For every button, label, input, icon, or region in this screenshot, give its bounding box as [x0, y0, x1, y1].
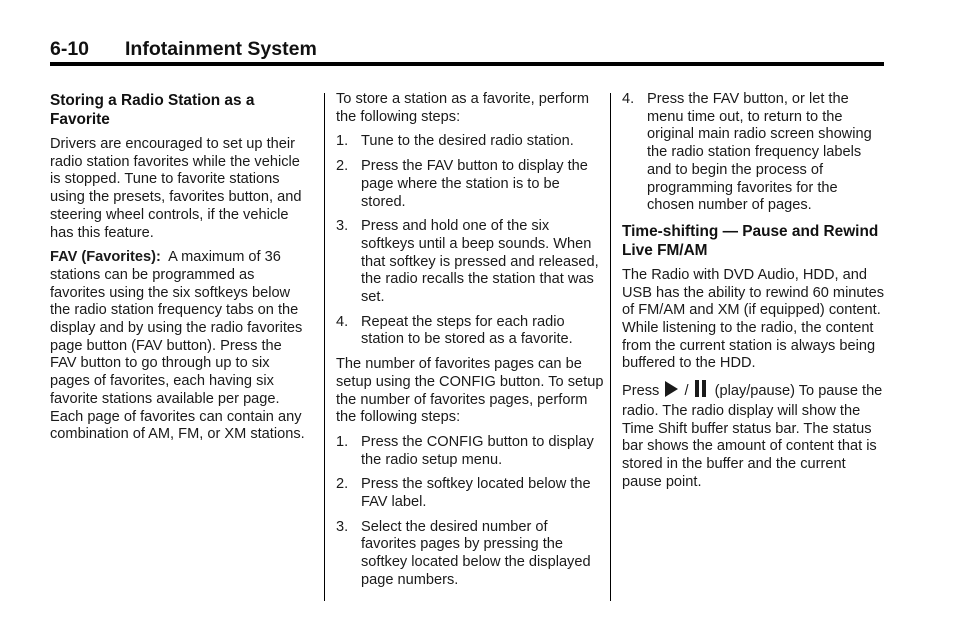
list-item: [336, 519, 604, 590]
step-number: 1.: [336, 133, 349, 150]
slash: /: [684, 383, 689, 400]
pause-icon: [695, 380, 709, 403]
play-pause-text: (play/pause) To pause the radio. The radio display will show the Time Shift buffer status bar. The status bar shows the amount of content that is stored in the buffer and the current pause point.: [622, 383, 883, 490]
step-text: Select the desired number of favorites pages by pressing the softkey located below the displayed page numbers.: [361, 518, 591, 588]
step-number: 3.: [336, 218, 349, 235]
intro-paragraph: Drivers are encouraged to set up their radio station favorites while the vehicle is stopped. Tune to favorite stations using the presets, favorites button, and steering wheel controls, if the vehicle has this feature.: [50, 136, 302, 241]
column-3: [622, 91, 887, 498]
step-text: Press and hold one of the six softkeys until a beep sounds. When that softkey is pressed and released, the radio recalls the station that was set.: [361, 218, 599, 306]
config-steps-list: [336, 434, 604, 590]
store-intro: To store a station as a favorite, perform the following steps:: [336, 91, 590, 125]
list-item: [336, 434, 604, 469]
step-number: 2.: [336, 158, 349, 175]
step-text: Tune to the desired radio station.: [361, 133, 574, 150]
section-heading: Time-shifting — Pause and Rewind Live FM/AM: [622, 222, 879, 259]
header-rule: [50, 62, 884, 66]
step-number: 2.: [336, 476, 349, 493]
timeshift-paragraph: The Radio with DVD Audio, HDD, and USB has the ability to rewind 60 minutes of FM/AM and XM (if equipped) content. While listening to the radio, the content from the current station is always being buffered to the HDD.: [622, 266, 885, 372]
step-number: 4.: [336, 313, 349, 330]
section-title: Infotainment System: [125, 38, 317, 60]
step-text: Repeat the steps for each radio station to be stored as a favorite.: [361, 313, 573, 348]
fav-paragraph: [50, 249, 312, 444]
column-divider: [324, 93, 325, 601]
fav-runin-label: FAV (Favorites):: [50, 249, 161, 266]
list-item: [622, 91, 887, 215]
list-item: [336, 314, 604, 349]
play-pause-paragraph: [622, 380, 887, 491]
list-item: [336, 476, 604, 511]
pages-paragraph: The number of favorites pages can be setup using the CONFIG button. To setup the number of favorites pages, perform the following steps:: [336, 356, 604, 426]
section-heading: Storing a Radio Station as a Favorite: [50, 92, 255, 128]
config-steps-continued: [622, 91, 887, 215]
column-1: [50, 91, 312, 451]
list-item: [336, 133, 604, 151]
press-word: Press: [622, 383, 660, 400]
step-text: Press the FAV button to display the page where the station is to be stored.: [361, 158, 588, 210]
step-text: Press the FAV button, or let the menu time out, to return to the original main radio screen showing the radio station frequency labels and to begin the process of programming favorites for the chosen number of pages.: [647, 91, 872, 214]
list-item: [336, 218, 604, 307]
column-divider: [610, 93, 611, 601]
fav-text: A maximum of 36 stations can be programmed as favorites using the six softkeys below the radio station frequency tabs on the display and by using the radio favorites page button (FAV button). Press the FAV button to go through up to six pages of favorites, each having six favorite stations available per page. Each page of favorites can contain any combination of AM, FM, or XM stations.: [50, 249, 305, 443]
play-icon: [665, 381, 678, 397]
page-header: [50, 38, 317, 61]
step-text: Press the softkey located below the FAV label.: [361, 476, 591, 511]
page-number: 6-10: [50, 38, 90, 60]
step-number: 3.: [336, 518, 349, 535]
column-2: [336, 91, 604, 597]
step-number: 1.: [336, 433, 349, 450]
step-text: Press the CONFIG button to display the radio setup menu.: [361, 433, 594, 468]
step-number: 4.: [622, 91, 635, 107]
store-steps-list: [336, 133, 604, 349]
list-item: [336, 158, 604, 211]
